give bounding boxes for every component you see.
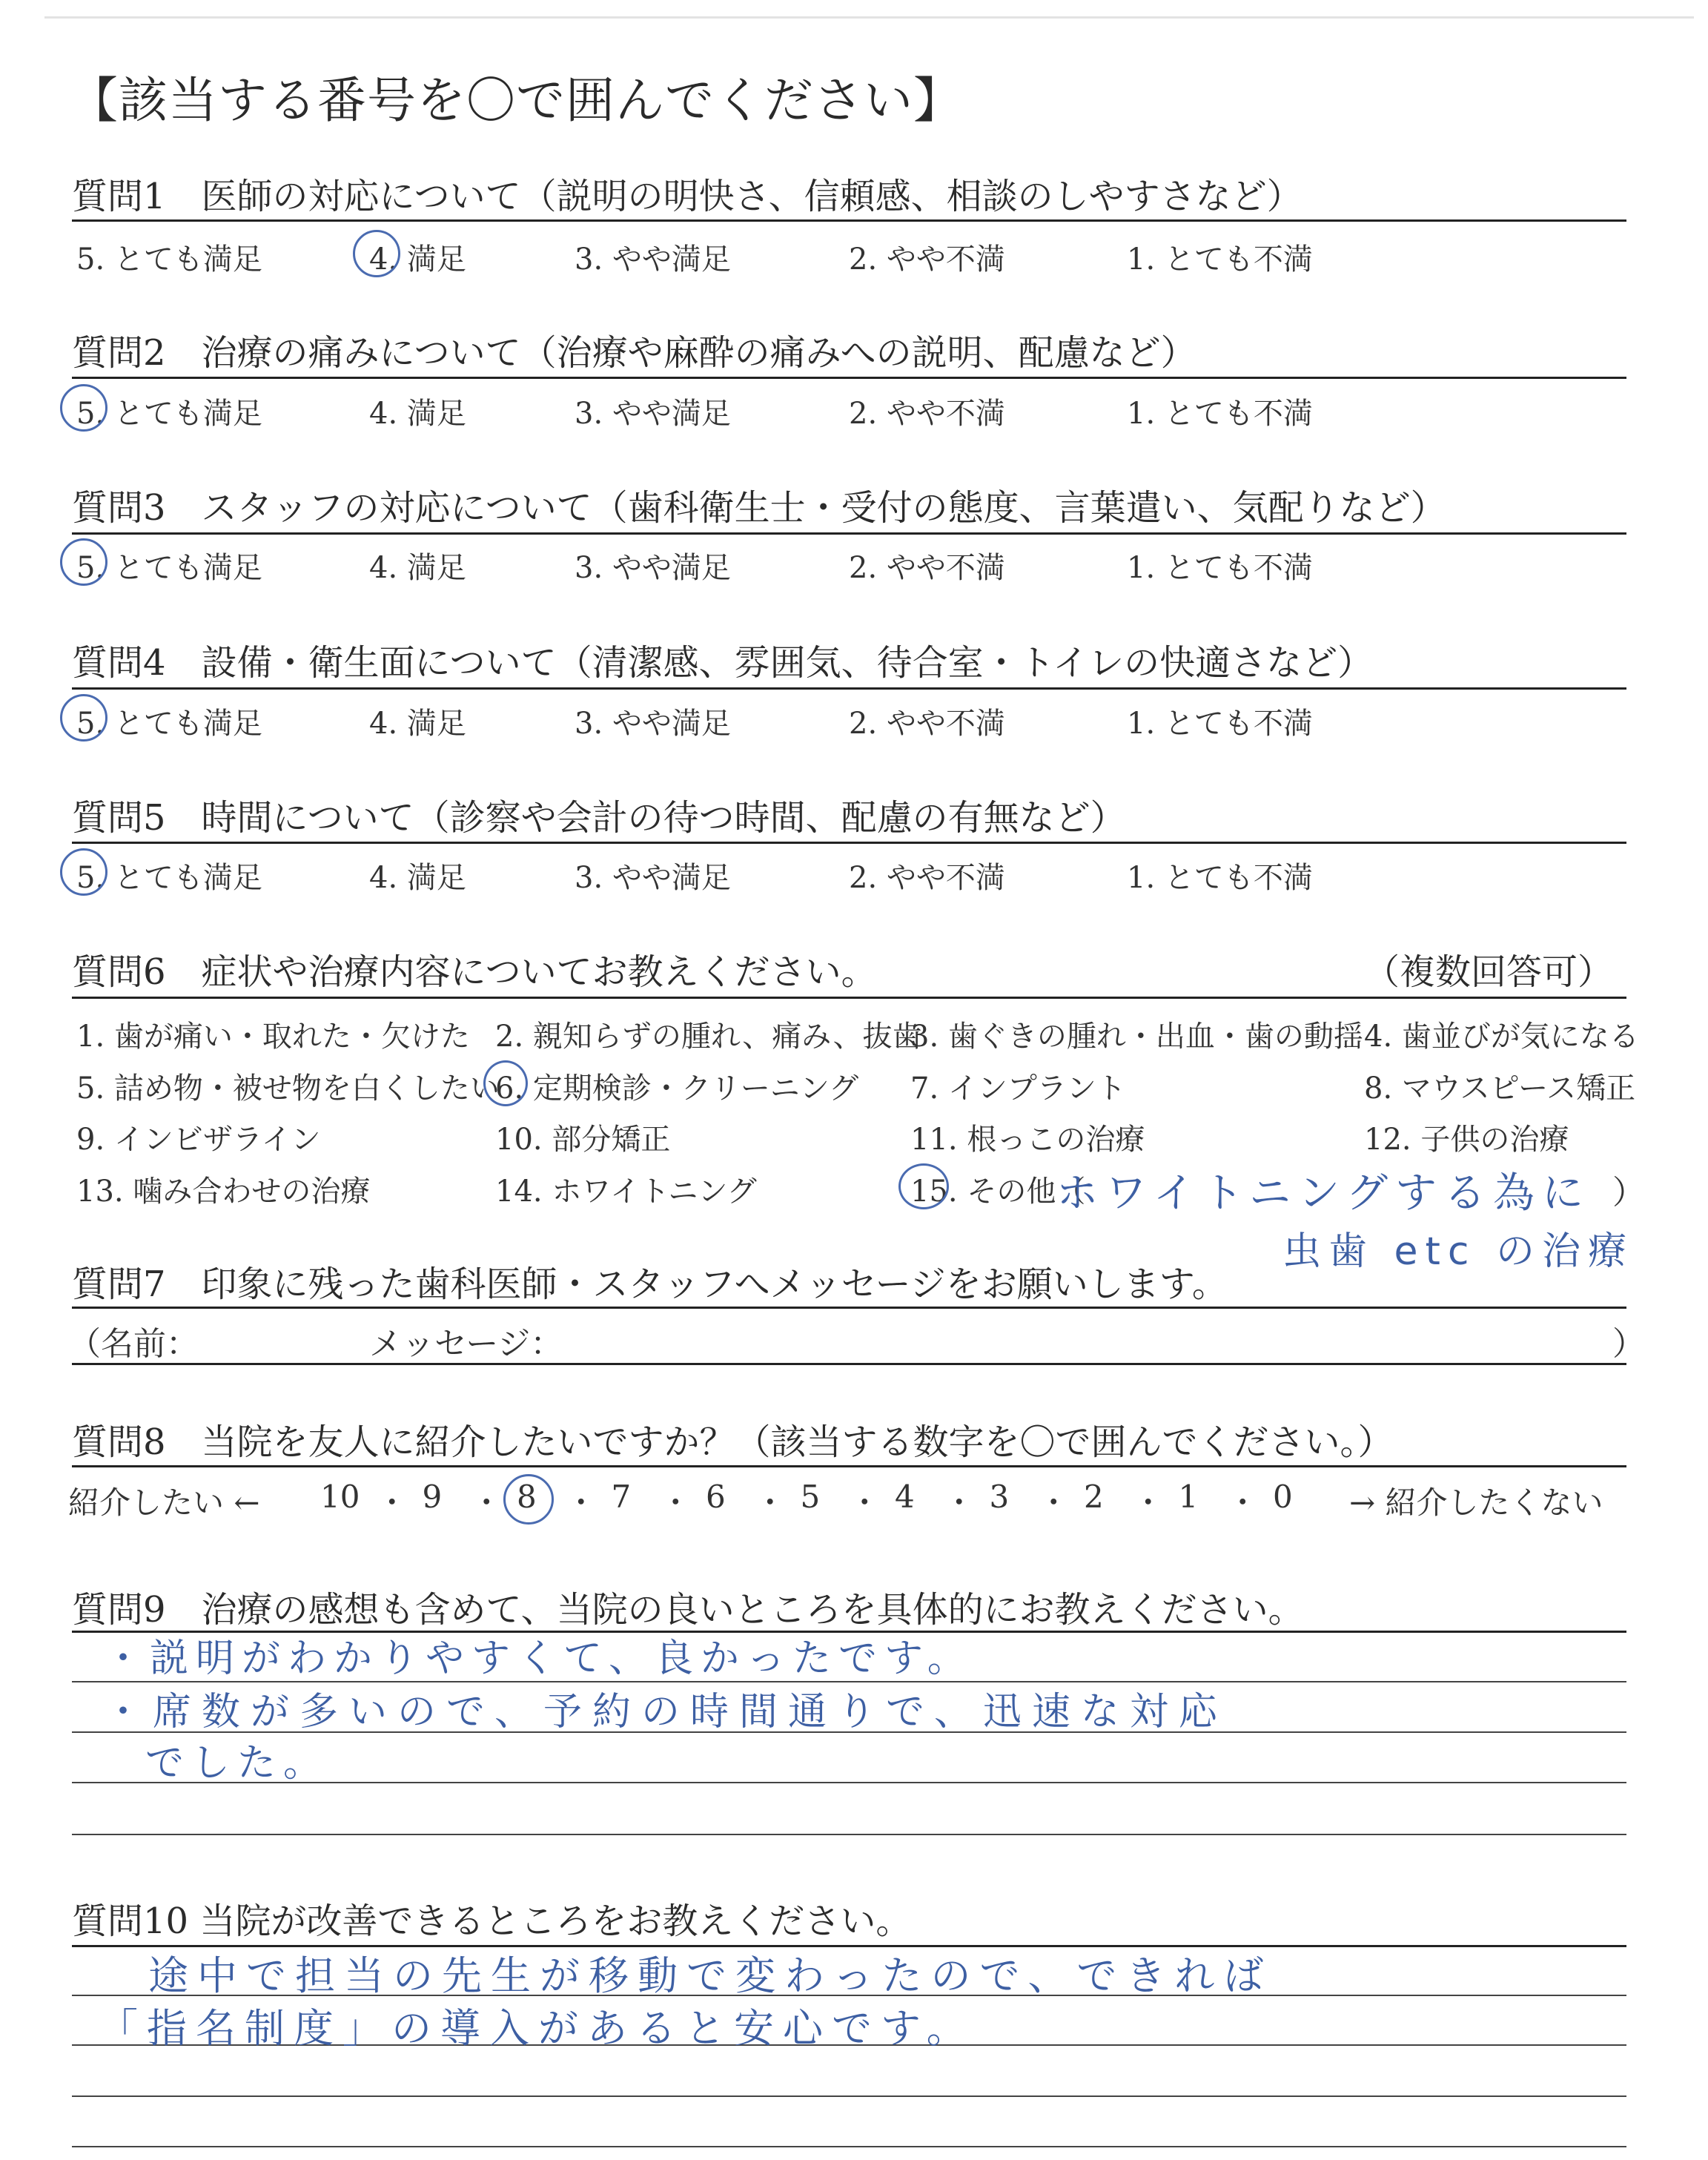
q4-option-4[interactable]: 4. 満足 [369,707,466,741]
q10-rule-4 [72,2095,1626,2097]
q3-option-1[interactable]: 1. とても不満 [1127,551,1313,585]
q8-scale-separator: ・ [849,1484,881,1521]
q2-option-4[interactable]: 4. 満足 [369,397,466,431]
q6-option-5[interactable]: 5. 詰め物・被せ物を白くしたい [76,1071,500,1106]
q8-rule [72,1465,1626,1467]
q5-option-5[interactable]: 5. とても満足 [76,861,262,895]
q3-option-2[interactable]: 2. やや不満 [849,551,1005,585]
q6-option-1[interactable]: 1. 歯が痛い・取れた・欠けた [76,1020,470,1054]
q4-option-2[interactable]: 2. やや不満 [849,707,1005,741]
q8-scale-9[interactable]: 9 [422,1479,443,1515]
q3-option-3[interactable]: 3. やや満足 [575,551,731,585]
q8-left-label: 紹介したい ← [68,1484,260,1521]
q8-scale-1[interactable]: 1 [1178,1479,1199,1515]
q5-option-1[interactable]: 1. とても不満 [1127,861,1313,895]
q3-title: 質問3 スタッフの対応について（歯科衛生士・受付の態度、言葉遣い、気配りなど） [72,487,1446,529]
q4-rule [72,687,1626,690]
q4-option-1[interactable]: 1. とても不満 [1127,707,1313,741]
q1-option-1[interactable]: 1. とても不満 [1127,242,1313,277]
q5-title: 質問5 時間について（診察や会計の待つ時間、配慮の有無など） [72,797,1126,839]
q1-selection-circle [353,230,400,277]
q6-option-14[interactable]: 14. ホワイトニング [495,1175,757,1209]
q7-close: ） [1612,1325,1645,1363]
q6-option-6[interactable]: 6. 定期検診・クリーニング [495,1071,859,1106]
q5-option-4[interactable]: 4. 満足 [369,861,466,895]
q8-scale-3[interactable]: 3 [989,1479,1010,1515]
q4-option-3[interactable]: 3. やや満足 [575,707,731,741]
q6-option-7[interactable]: 7. インプラント [910,1071,1126,1106]
q6-option-10[interactable]: 10. 部分矯正 [495,1123,671,1157]
q7-name-label: （名前： [68,1325,199,1363]
q7-answer-rule [72,1363,1626,1365]
page-top-edge [44,16,1694,19]
q8-scale-separator: ・ [754,1484,786,1521]
q6-option-13[interactable]: 13. 噛み合わせの治療 [76,1175,371,1209]
q3-selection-circle [60,538,107,586]
q8-scale-4[interactable]: 4 [895,1479,915,1515]
q2-title: 質問2 治療の痛みについて（治療や麻酔の痛みへの説明、配慮など） [72,332,1196,374]
q3-option-5[interactable]: 5. とても満足 [76,551,262,585]
q6-rule [72,997,1626,999]
q6-option-11[interactable]: 11. 根っこの治療 [910,1123,1145,1157]
q7-message-label: メッセージ： [369,1325,563,1363]
q3-option-4[interactable]: 4. 満足 [369,551,466,585]
q2-rule [72,377,1626,379]
q1-option-2[interactable]: 2. やや不満 [849,242,1005,277]
q1-option-5[interactable]: 5. とても満足 [76,242,262,277]
q9-rule-5 [72,1834,1626,1835]
q8-scale-6[interactable]: 6 [706,1479,726,1515]
q2-option-1[interactable]: 1. とても不満 [1127,397,1313,431]
form-heading: 【該当する番号を〇で囲んでください】 [69,72,963,129]
q4-selection-circle [60,694,107,742]
q3-rule [72,532,1626,535]
q8-scale-5[interactable]: 5 [800,1479,821,1515]
q8-scale-8[interactable]: 8 [517,1479,537,1515]
q8-scale-separator: ・ [1132,1484,1164,1521]
q6-option-9[interactable]: 9. インビザライン [76,1123,321,1157]
q10-rule-5 [72,2146,1626,2147]
q1-option-4[interactable]: 4. 満足 [369,242,466,277]
q4-option-5[interactable]: 5. とても満足 [76,707,262,741]
q7-title: 質問7 印象に残った歯科医師・スタッフへメッセージをお願いします。 [72,1264,1228,1305]
q6-option-2[interactable]: 2. 親知らずの腫れ、痛み、抜歯 [495,1020,922,1054]
q6-selection-circle-6 [483,1060,528,1106]
q8-scale-2[interactable]: 2 [1084,1479,1104,1515]
q8-title: 質問8 当院を友人に紹介したいですか？（該当する数字を〇で囲んでください。） [72,1421,1394,1463]
q8-scale-separator: ・ [1038,1484,1070,1521]
q9-answer-line-3: でした。 [145,1741,330,1786]
q8-selection-circle [503,1474,554,1525]
q6-option-15[interactable]: 15. その他（ [910,1175,1086,1209]
q4-title: 質問4 設備・衛生面について（清潔感、雰囲気、待合室・トイレの快適さなど） [72,642,1374,684]
q8-scale-separator: ・ [471,1484,503,1521]
q8-scale-separator: ・ [376,1484,408,1521]
q7-rule [72,1307,1626,1309]
q8-scale-0[interactable]: 0 [1273,1479,1293,1515]
q6-other-close: ） [1612,1174,1645,1212]
q9-answer-line-1: ・説明がわかりやすくて、良かったです。 [104,1636,973,1681]
q6-option-8[interactable]: 8. マウスピース矯正 [1364,1071,1636,1106]
q1-rule [72,219,1626,222]
q6-other-handwriting-2: 虫歯 etc の治療 [1282,1229,1635,1274]
q6-other-handwriting-1: ホワイトニングする為に [1056,1169,1591,1218]
q8-scale-separator: ・ [1227,1484,1259,1521]
q8-scale-separator: ・ [660,1484,692,1521]
q5-selection-circle [60,848,107,896]
q10-title: 質問10 当院が改善できるところをお教えください。 [72,1900,912,1942]
q10-answer-line-1: 途中で担当の先生が移動で変わったので、できれば [148,1952,1273,1999]
q1-title: 質問1 医師の対応について（説明の明快さ、信頼感、相談のしやすさなど） [72,176,1302,217]
q5-option-2[interactable]: 2. やや不満 [849,861,1005,895]
q8-scale-10[interactable]: 10 [320,1479,360,1515]
q8-right-label: → 紹介したくない [1349,1484,1603,1521]
q9-title: 質問9 治療の感想も含めて、当院の良いところを具体的にお教えください。 [72,1589,1304,1631]
q5-rule [72,842,1626,844]
q8-scale-7[interactable]: 7 [611,1479,632,1515]
q6-note: （複数回答可） [1364,951,1614,993]
q1-option-3[interactable]: 3. やや満足 [575,242,731,277]
q6-selection-circle-15 [898,1163,949,1209]
q2-option-2[interactable]: 2. やや不満 [849,397,1005,431]
q5-option-3[interactable]: 3. やや満足 [575,861,731,895]
q6-option-3[interactable]: 3. 歯ぐきの腫れ・出血・歯の動揺 [910,1020,1363,1054]
q2-selection-circle [60,384,107,432]
q6-option-4[interactable]: 4. 歯並びが気になる [1364,1020,1639,1054]
q6-option-12[interactable]: 12. 子供の治療 [1364,1123,1569,1157]
q8-scale-separator: ・ [943,1484,975,1521]
q8-scale-separator: ・ [565,1484,597,1521]
q6-title: 質問6 症状や治療内容についてお教えください。 [72,951,877,993]
q9-answer-line-2: ・席数が多いので、予約の時間通りで、迅速な対応 [104,1690,1228,1734]
q10-answer-line-2: 「指名制度」の導入があると安心です。 [98,2005,976,2052]
q2-option-5[interactable]: 5. とても満足 [76,397,262,431]
q2-option-3[interactable]: 3. やや満足 [575,397,731,431]
